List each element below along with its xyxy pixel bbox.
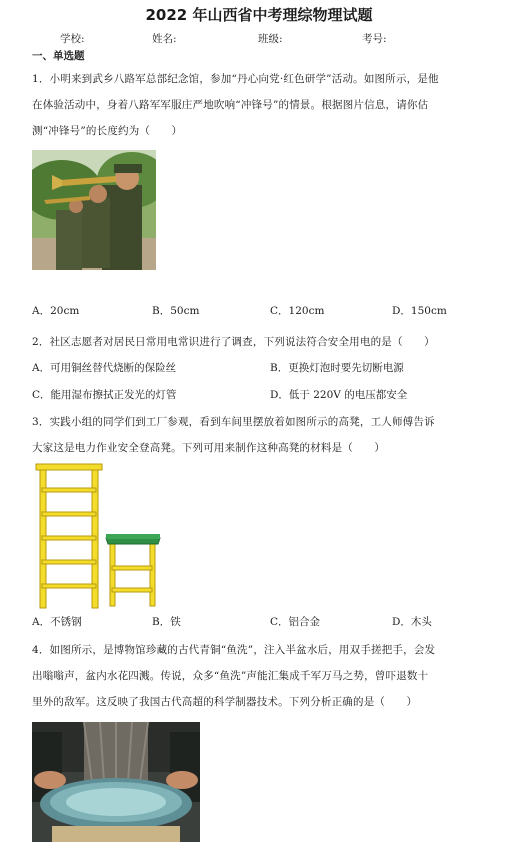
q2-option-d: D．低于 220V 的电压都安全 [270, 389, 408, 401]
school-label: 学校: [60, 33, 85, 45]
name-label: 姓名: [152, 33, 177, 45]
question-3-line-2: 大家这是电力作业安全登高凳。下列可用来制作这种高凳的材料是（ ） [32, 442, 386, 454]
q3-option-d: D．木头 [392, 616, 432, 628]
q2-option-c: C．能用湿布擦拭正发光的灯管 [32, 389, 177, 401]
exam-title: 2022 年山西省中考理综物理试题 [145, 6, 373, 24]
question-2-line-1: 2．社区志愿者对居民日常用电常识进行了调查，下列说法符合安全用电的是（ ） [32, 336, 435, 348]
question-3-line-1: 3．实践小组的同学们到工厂参观，看到车间里摆放着如图所示的高凳，工人师傅告诉 [32, 416, 435, 428]
q1-option-d: D．150cm [392, 305, 447, 317]
q3-option-a: A．不锈钢 [32, 616, 82, 628]
q1-option-c: C．120cm [270, 305, 325, 317]
question-4-line-2: 出嗡嗡声，盆内水花四溅。传说，众多“鱼洗”声能汇集成千军万马之势，曾吓退数十 [32, 670, 429, 682]
question-1-line-3: 测“冲锋号”的长度约为（ ） [32, 125, 183, 137]
section-heading: 一、单选题 [32, 50, 85, 62]
class-label: 班级: [258, 33, 283, 45]
question-1-line-1: 1．小明来到武乡八路军总部纪念馆，参加“丹心向党·红色研学”活动。如图所示，是他 [32, 73, 439, 85]
safety-stool-illustration [32, 462, 164, 610]
exam-number-label: 考号: [362, 33, 387, 45]
q2-option-a: A．可用铜丝替代烧断的保险丝 [32, 362, 177, 374]
question-3 [32, 409, 492, 461]
question-4 [32, 637, 492, 715]
soldiers-bugle-photo [32, 150, 156, 270]
question-1 [32, 66, 492, 144]
q3-option-c: C．铝合金 [270, 616, 321, 628]
question-4-line-1: 4．如图所示，是博物馆珍藏的古代青铜“鱼洗”，注入半盆水后，用双手搓把手，会发 [32, 644, 436, 656]
q1-option-a: A．20cm [32, 305, 80, 317]
q2-option-b: B．更换灯泡时要先切断电源 [270, 362, 404, 374]
bronze-fish-basin-photo [32, 722, 200, 842]
question-1-line-2: 在体验活动中，身着八路军军服庄严地吹响“冲锋号”的情景。根据图片信息，请你估 [32, 99, 429, 111]
question-4-line-3: 里外的敌军。这反映了我国古代高超的科学制器技术。下列分析正确的是（ ） [32, 696, 418, 708]
q3-option-b: B．铁 [152, 616, 181, 628]
question-2 [32, 329, 492, 355]
q1-option-b: B．50cm [152, 305, 200, 317]
